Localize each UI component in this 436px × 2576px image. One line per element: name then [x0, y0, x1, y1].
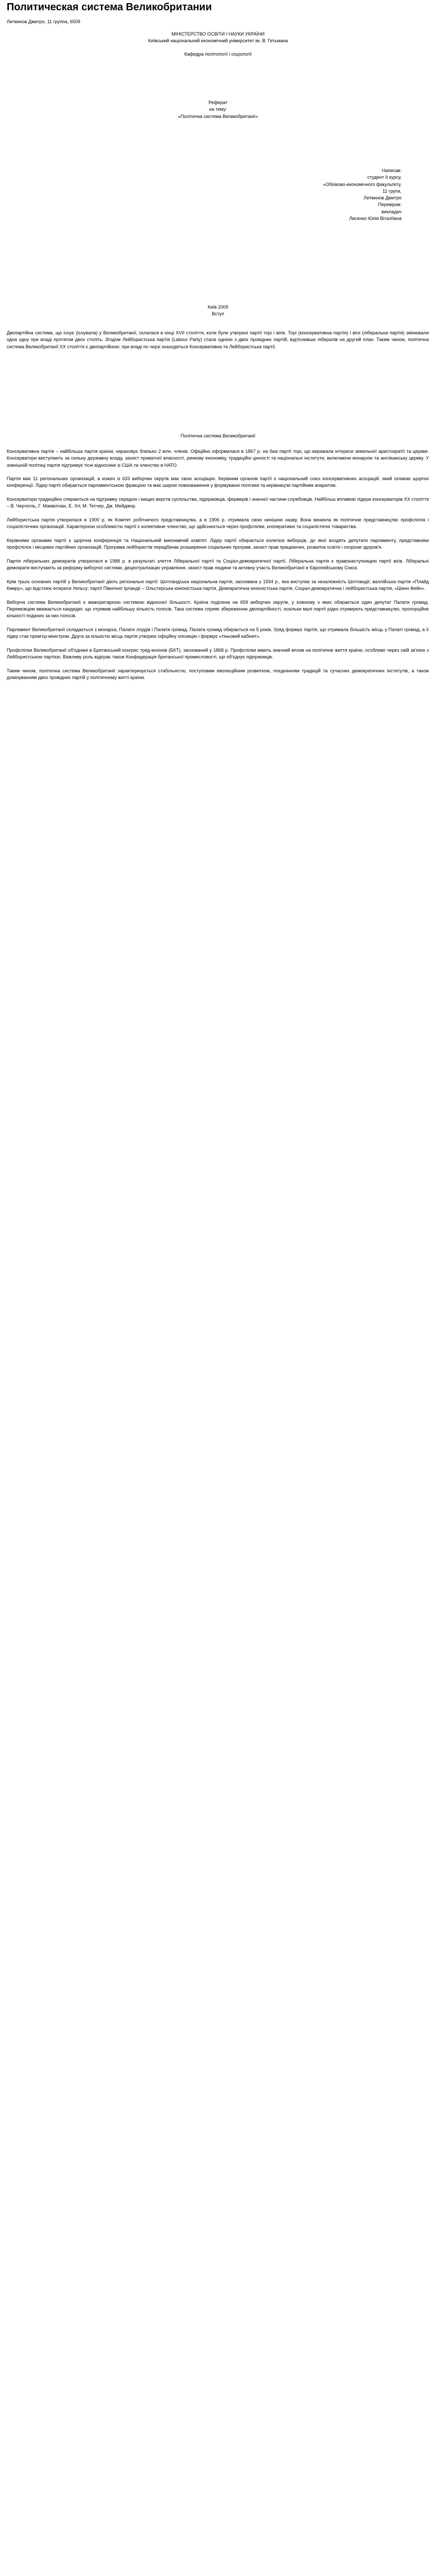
- paragraph: Консерватори традиційно спираються на підтримку середніх і вищих верств суспільства, підприємців, фермерів і значної частини службовців. Найбільш впливові лідери консерваторів XX століття – В. Черчілль, Г. Макміллан, Е. Хіт, М. Тетчер, Дж. Мейджор.: [7, 497, 429, 509]
- paragraph: Лейбористська партія утворилася в 1900 р. як Комітет робітничого представництва, а в 1906 р. отримала свою нинішню назву. Вона виникла як політичне представництво профспілок і соціалістичних організацій. Характерною особливістю партії є колективне членство, що здійснюється через профспілки, кооперативні та соціалістичні товариства.: [7, 517, 429, 530]
- title-page-header: [31, 31, 405, 58]
- department-name: Кафедра політології і соціології: [184, 51, 252, 57]
- university-name: Київський національний економічний університет ім. В. Гетьмана: [148, 38, 288, 44]
- ministry-name: МІНІСТЕРСТВО ОСВІТИ І НАУКИ УКРАЇНИ: [171, 31, 265, 37]
- city-year-block: [31, 304, 405, 318]
- paragraph: Парламент Великобританії складається з монарха, Палати лордів і Палати громад. Палата громад обирається на 5 років. Уряд формує партія, що отримала більшість місць у Палаті громад, а її лідер стає прем'єр-міністром. Друга за кількістю місць партія утворює офіційну опозицію і формує «тіньовий кабінет».: [7, 626, 429, 639]
- paragraph: Крім трьох основних партій у Великобританії діють регіональні партії: Шотландська національна партія, заснована у 1934 р., яка виступає за незалежність Шотландії; валлійська партія «Плайд Кимру», що відстоює інтереси Уельсу; партії Північної Ірландії – Ольстерська юніоністська партія, Демократична юніоністська партія, Соціал-демократична і лейбористська партія, «Шинн Фейн».: [7, 579, 429, 591]
- intro-paragraph: Двопартійна система, що існує (існувала) у Великобританії, склалася в кінці XVII століття, коли були утворені партії торі і вігів. Торі (консервативна партія) і віги (ліберальна партія) змінювали одна одну при владі протягом двох століть. Згодом Лейбористська партія (Labour Party) стала однією з двох провідних партій, відтіснивши лібералів на другий план. Таким чином, політична система Великобританії XX століття є двопартійною: при владі по черзі знаходяться Консервативна та Лейбористська партії.: [7, 330, 429, 349]
- author-line: викладач: [381, 209, 402, 214]
- author-line: Перевірив:: [378, 202, 402, 208]
- work-topic: «Політична система Великобританії»: [178, 113, 258, 119]
- author-line: Написав:: [381, 168, 402, 173]
- document-title: Политическая система Великобритании: [7, 2, 212, 13]
- author-line: «Обліково-економічного факультету,: [323, 181, 402, 187]
- author-line: 11 групи,: [382, 188, 402, 194]
- paragraph: Консервативна партія – найбільша партія країни, нараховує близько 2 млн. членів. Офіційно оформилася в 1867 р. на базі партії торі, що виражала інтереси земельної аристократії та церкви. Консерватори виступають за сильну державну владу, захист приватної власності, ринкову економіку, традиційні цінності та національні інститути, включаючи монархію та англіканську церкву. У зовнішній політиці партія підтримує тісні відносини зі США та членство в НАТО.: [7, 449, 429, 468]
- work-type: Реферат: [208, 100, 228, 105]
- city-year: Київ 2009: [207, 304, 229, 310]
- section-body: [7, 448, 429, 681]
- paragraph: Таким чином, політична система Великобританії характеризується стабільністю, поступовим еволюційним розвитком, поєднанням традицій та сучасних демократичних інститутів, а також домінуванням двох провідних партій у політичному житті країни.: [7, 668, 429, 680]
- author-block: [309, 167, 402, 222]
- paragraph: Виборча система Великобританії є мажоритарною системою відносної більшості. Країна поділена на 659 виборчих округів, у кожному з яких обирається один депутат Палати громад. Переможцем вважається кандидат, що отримав найбільшу кількість голосів. Така система сприяє збереженню двопартійності, оскільки малі партії рідко отримують представництво, пропорційне кількості поданих за них голосів.: [7, 599, 429, 619]
- paragraph: Керівними органами партії є щорічна конференція та Національний виконавчий комітет. Лідер партії обирається колегією виборців, до якої входять депутати парламенту, представники профспілок і місцевих партійних організацій. Програма лейбористів передбачає розширення соціальних програм, захист прав працюючих, розвиток освіти і охорони здоров'я.: [7, 537, 429, 550]
- paragraph: Профспілки Великобританії об'єднані в Британський конгрес тред-юніонів (БКТ), заснований у 1868 р. Профспілки мають значний вплив на політичне життя країни, особливо через свій зв'язок з Лейбористською партією. Важливу роль відіграє також Конфедерація британської промисловості, що об'єднує підприємців.: [7, 647, 429, 659]
- intro-heading: Вступ: [212, 311, 224, 317]
- paragraph: Партія має 11 регіональних організацій, а кожен із 633 виборчих округів має свою асоціацію. Керівним органом партії є національний союз консервативних асоціацій, який скликає щорічні конференції. Лідер партії обирається парламентською фракцією та має широкі повноваження у формуванні політики та керівництві партійним апаратом.: [7, 476, 429, 488]
- author-line: Лисенко Юлія Віталіївна: [349, 216, 402, 222]
- paragraph: Партія ліберальних демократів утворилася в 1988 р. в результаті злиття Ліберальної партії та Соціал-демократичної партії. Ліберальна партія є правонаступницею партії вігів. Ліберальні демократи виступають за реформу виборчої системи, децентралізацію управління, захист прав людини та активну участь Великобританії в Європейському Союзі.: [7, 558, 429, 571]
- author-line: студент II курсу,: [367, 175, 402, 180]
- topic-label: на тему:: [209, 107, 227, 112]
- author-line: Литвинов Дмитро: [363, 195, 402, 201]
- work-title-block: [31, 99, 405, 120]
- document-byline: Литвинов Дмитро, 11 группа, 6509: [7, 19, 80, 24]
- section-title: Політична система Великобританії: [180, 433, 256, 438]
